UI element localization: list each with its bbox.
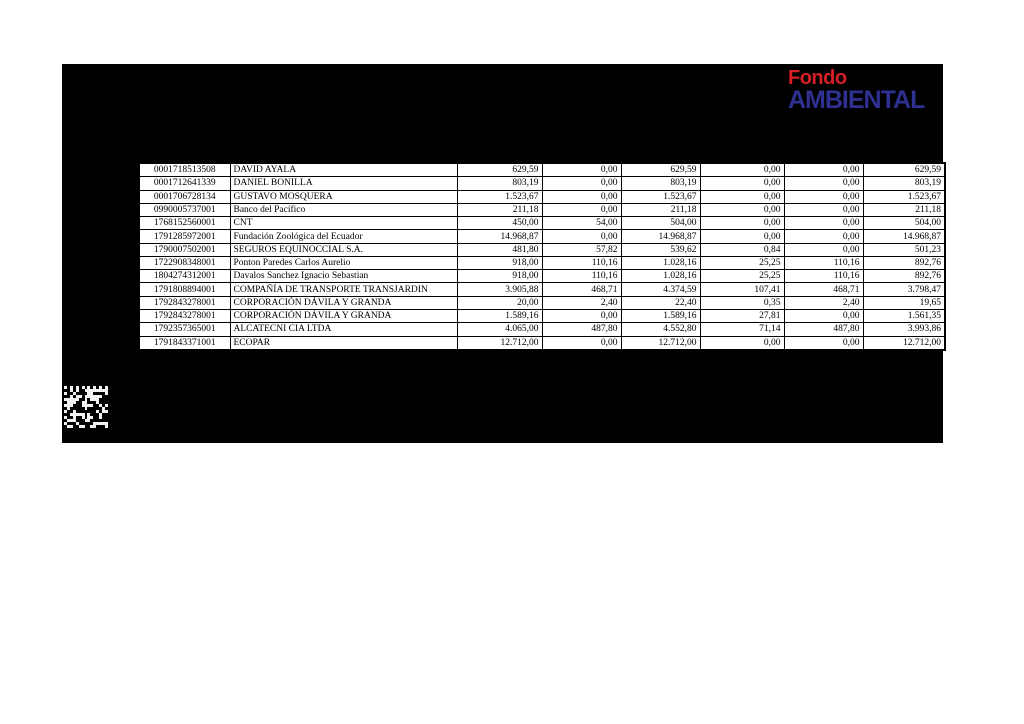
cell-amount: 19,65 [863, 296, 945, 309]
cell-tax-id: 1804274312001 [139, 270, 230, 283]
cell-amount: 629,59 [863, 163, 945, 177]
cell-amount: 1.589,16 [621, 309, 700, 322]
cell-amount: 211,18 [863, 203, 945, 216]
cell-amount: 803,19 [863, 177, 945, 190]
qr-module [105, 425, 108, 428]
cell-amount: 12.712,00 [457, 336, 542, 350]
cell-amount: 504,00 [863, 217, 945, 230]
table-row [139, 190, 945, 203]
cell-amount: 1.561,35 [863, 309, 945, 322]
cell-amount: 0,00 [542, 309, 621, 322]
cell-beneficiary-name: Ponton Paredes Carlos Aurelio [230, 256, 457, 269]
cell-amount: 487,80 [542, 323, 621, 336]
cell-amount: 2,40 [784, 296, 863, 309]
table-row [139, 270, 945, 283]
cell-tax-id: 0001718513508 [139, 163, 230, 177]
cell-amount: 0,00 [700, 203, 784, 216]
cell-amount: 0,00 [542, 163, 621, 177]
cell-tax-id: 1791285972001 [139, 230, 230, 243]
payments-table-body [139, 163, 945, 350]
table-row [139, 203, 945, 216]
cell-amount: 3.798,47 [863, 283, 945, 296]
cell-amount: 0,00 [784, 163, 863, 177]
cell-amount: 0,00 [542, 190, 621, 203]
cell-tax-id: 1790007502001 [139, 243, 230, 256]
cell-amount: 501,23 [863, 243, 945, 256]
cell-beneficiary-name: Banco del Pacífico [230, 203, 457, 216]
cell-amount: 0,00 [700, 163, 784, 177]
cell-amount: 0,00 [700, 177, 784, 190]
cell-amount: 14.968,87 [863, 230, 945, 243]
cell-amount: 1.523,67 [621, 190, 700, 203]
cell-amount: 14.968,87 [457, 230, 542, 243]
cell-amount: 1.028,16 [621, 256, 700, 269]
logo-word-ambiental: AMBIENTAL [788, 86, 925, 114]
cell-amount: 1.589,16 [457, 309, 542, 322]
cell-tax-id: 1792843278001 [139, 309, 230, 322]
cell-amount: 918,00 [457, 270, 542, 283]
cell-beneficiary-name: DAVID AYALA [230, 163, 457, 177]
cell-amount: 211,18 [457, 203, 542, 216]
redacted-dark-panel [62, 64, 943, 443]
table-row [139, 283, 945, 296]
cell-amount: 0,00 [784, 230, 863, 243]
table-row [139, 177, 945, 190]
cell-amount: 3.905,88 [457, 283, 542, 296]
cell-amount: 0,00 [784, 203, 863, 216]
cell-amount: 1.028,16 [621, 270, 700, 283]
cell-amount: 12.712,00 [621, 336, 700, 350]
cell-amount: 14.968,87 [621, 230, 700, 243]
cell-amount: 0,00 [542, 177, 621, 190]
cell-amount: 0,00 [784, 190, 863, 203]
cell-amount: 918,00 [457, 256, 542, 269]
cell-amount: 0,00 [542, 230, 621, 243]
cell-amount: 0,00 [784, 336, 863, 350]
cell-beneficiary-name: GUSTAVO MOSQUERA [230, 190, 457, 203]
cell-amount: 0,00 [700, 217, 784, 230]
payments-table-container [138, 162, 946, 351]
cell-amount: 57,82 [542, 243, 621, 256]
cell-amount: 803,19 [457, 177, 542, 190]
cell-amount: 803,19 [621, 177, 700, 190]
cell-beneficiary-name: ALCATECNI CIA LTDA [230, 323, 457, 336]
table-row [139, 336, 945, 350]
cell-amount: 0,00 [784, 309, 863, 322]
cell-amount: 4.552,80 [621, 323, 700, 336]
cell-amount: 110,16 [542, 270, 621, 283]
cell-amount: 468,71 [542, 283, 621, 296]
cell-amount: 22,40 [621, 296, 700, 309]
cell-tax-id: 1792843278001 [139, 296, 230, 309]
cell-amount: 0,00 [784, 217, 863, 230]
table-row [139, 309, 945, 322]
cell-amount: 25,25 [700, 270, 784, 283]
table-row [139, 243, 945, 256]
table-row [139, 163, 945, 177]
cell-amount: 20,00 [457, 296, 542, 309]
cell-amount: 107,41 [700, 283, 784, 296]
cell-amount: 0,00 [542, 336, 621, 350]
cell-amount: 25,25 [700, 256, 784, 269]
cell-amount: 0,00 [700, 190, 784, 203]
cell-beneficiary-name: Fundación Zoológica del Ecuador [230, 230, 457, 243]
cell-beneficiary-name: CORPORACIÓN DÁVILA Y GRANDA [230, 296, 457, 309]
cell-amount: 0,00 [700, 230, 784, 243]
cell-amount: 110,16 [784, 256, 863, 269]
payments-table [138, 162, 946, 351]
cell-tax-id: 1791808894001 [139, 283, 230, 296]
cell-amount: 0,00 [700, 336, 784, 350]
cell-amount: 450,00 [457, 217, 542, 230]
fondo-ambiental-logo [788, 69, 924, 112]
cell-tax-id: 0001712641339 [139, 177, 230, 190]
table-row [139, 256, 945, 269]
cell-beneficiary-name: CORPORACIÓN DÁVILA Y GRANDA [230, 309, 457, 322]
cell-amount: 504,00 [621, 217, 700, 230]
cell-amount: 0,00 [784, 243, 863, 256]
cell-amount: 0,35 [700, 296, 784, 309]
qr-code-icon [64, 386, 108, 428]
cell-beneficiary-name: DANIEL BONILLA [230, 177, 457, 190]
cell-amount: 539,62 [621, 243, 700, 256]
cell-amount: 892,76 [863, 256, 945, 269]
cell-amount: 54,00 [542, 217, 621, 230]
cell-amount: 3.993,86 [863, 323, 945, 336]
cell-tax-id: 1792357365001 [139, 323, 230, 336]
table-row [139, 230, 945, 243]
cell-amount: 1.523,67 [457, 190, 542, 203]
cell-beneficiary-name: SEGUROS EQUINOCCIAL S.A. [230, 243, 457, 256]
cell-amount: 4.065,00 [457, 323, 542, 336]
cell-amount: 110,16 [542, 256, 621, 269]
cell-amount: 4.374,59 [621, 283, 700, 296]
cell-tax-id: 0990005737001 [139, 203, 230, 216]
cell-beneficiary-name: COMPAÑÍA DE TRANSPORTE TRANSJARDIN [230, 283, 457, 296]
cell-amount: 0,00 [542, 203, 621, 216]
cell-amount: 629,59 [621, 163, 700, 177]
cell-amount: 27,81 [700, 309, 784, 322]
cell-amount: 629,59 [457, 163, 542, 177]
table-row [139, 323, 945, 336]
cell-amount: 71,14 [700, 323, 784, 336]
cell-tax-id: 0001706728134 [139, 190, 230, 203]
cell-tax-id: 1768152560001 [139, 217, 230, 230]
cell-amount: 0,00 [784, 177, 863, 190]
table-row [139, 217, 945, 230]
cell-amount: 481,80 [457, 243, 542, 256]
cell-amount: 1.523,67 [863, 190, 945, 203]
cell-amount: 487,80 [784, 323, 863, 336]
cell-amount: 12.712,00 [863, 336, 945, 350]
table-row [139, 296, 945, 309]
cell-amount: 2,40 [542, 296, 621, 309]
cell-beneficiary-name: Davalos Sanchez Ignacio Sebastian [230, 270, 457, 283]
cell-amount: 211,18 [621, 203, 700, 216]
cell-tax-id: 1722908348001 [139, 256, 230, 269]
cell-amount: 892,76 [863, 270, 945, 283]
cell-amount: 468,71 [784, 283, 863, 296]
logo-word-fondo: Fondo [788, 67, 847, 89]
cell-amount: 0,84 [700, 243, 784, 256]
cell-beneficiary-name: CNT [230, 217, 457, 230]
cell-amount: 110,16 [784, 270, 863, 283]
cell-tax-id: 1791843371001 [139, 336, 230, 350]
cell-beneficiary-name: ECOPAR [230, 336, 457, 350]
